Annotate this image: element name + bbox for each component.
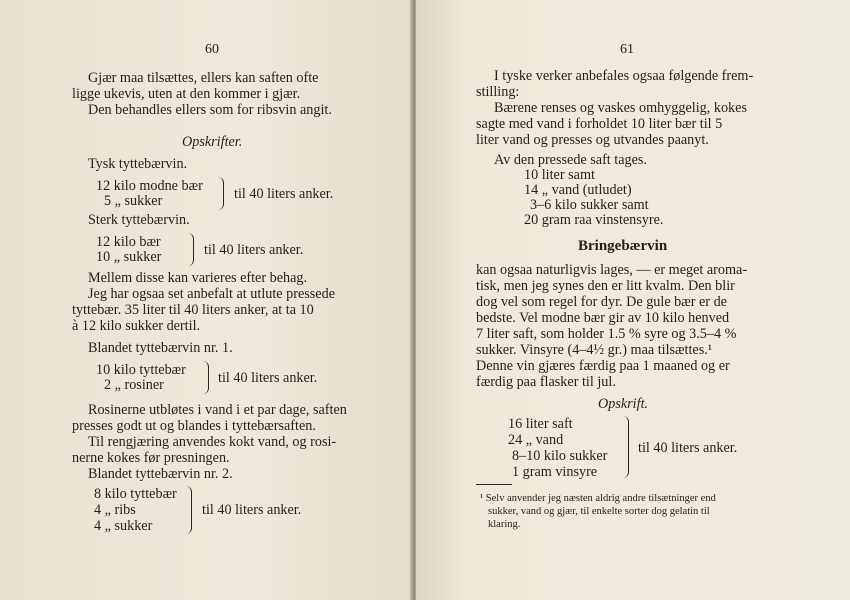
ingredient-line: 10 kilo tyttebær xyxy=(96,362,186,378)
text-line: kan ogsaa naturligvis lages, — er meget aroma- xyxy=(476,262,748,278)
ingredient-line: 12 kilo modne bær xyxy=(96,178,203,194)
page-number: 60 xyxy=(205,42,219,57)
text-line: Til rengjæring anvendes kokt vand, og rosi- xyxy=(88,434,337,450)
ingredient-line: 8 kilo tyttebær xyxy=(94,486,177,502)
text-line: Gjær maa tilsættes, ellers kan saften ofte xyxy=(88,70,319,86)
list-item: 3–6 kilo sukker samt xyxy=(530,197,649,213)
footnote-line: klaring. xyxy=(488,519,521,530)
text-line: Denne vin gjæres færdig paa 1 maaned og er xyxy=(476,358,730,374)
text-line: Rosinerne utbløtes i vand i et par dage, saften xyxy=(88,402,347,418)
text-line: bedste. Vel modne bær gir av 10 kilo henved xyxy=(476,310,730,326)
recipe-suffix: til 40 liters anker. xyxy=(218,370,318,386)
list-item: 10 liter samt xyxy=(524,167,595,183)
brace xyxy=(203,361,209,394)
ingredient-line: 2 „ rosiner xyxy=(104,377,164,393)
text-line: sukker. Vinsyre (4–4½ gr.) maa tilsættes.¹ xyxy=(476,342,713,358)
ingredient-line: 12 kilo bær xyxy=(96,234,161,250)
recipe-suffix: til 40 liters anker. xyxy=(234,186,334,202)
ingredient-line: 5 „ sukker xyxy=(104,193,163,209)
text-line: ligge ukevis, uten at den kommer i gjær. xyxy=(72,86,301,102)
ingredient-line: 4 „ ribs xyxy=(94,502,136,518)
text-line: tyttebær. 35 liter til 40 liters anker, at ta 10 xyxy=(72,302,314,318)
footnote-line: ¹ Selv anvender jeg næsten aldrig andre tilsætninger end xyxy=(480,493,716,504)
brace xyxy=(188,233,194,266)
page-number: 61 xyxy=(620,42,634,57)
text-line: liter vand og presses og utvandes paanyt. xyxy=(476,132,709,148)
right-page xyxy=(416,0,850,600)
text-line: Bærene renses og vaskes omhyggelig, kokes xyxy=(494,100,747,116)
recipe-title: Sterk tyttebærvin. xyxy=(88,212,190,228)
recipe-title: Blandet tyttebærvin nr. 1. xyxy=(88,340,233,356)
text-line: presses godt ut og blandes i tyttebærsaften. xyxy=(72,418,316,434)
section-heading: Opskrifter. xyxy=(182,134,243,150)
footnote-line: sukker, vand og gjær, til enkelte sorter dog gelatin til xyxy=(488,506,710,517)
text-line: stilling: xyxy=(476,84,520,100)
ingredient-line: 10 „ sukker xyxy=(96,249,162,265)
text-line: Mellem disse kan varieres efter behag. xyxy=(88,270,308,286)
text-line: nerne kokes før presningen. xyxy=(72,450,230,466)
text-line: I tyske verker anbefales ogsaa følgende frem- xyxy=(494,68,754,84)
ingredient-line: 4 „ sukker xyxy=(94,518,153,534)
text-line: Av den pressede saft tages. xyxy=(494,152,647,168)
left-page xyxy=(0,0,412,600)
text-line: Den behandles ellers som for ribsvin angit. xyxy=(88,102,332,118)
recipe-suffix: til 40 liters anker. xyxy=(638,440,738,456)
recipe-suffix: til 40 liters anker. xyxy=(204,242,304,258)
list-item: 14 „ vand (utludet) xyxy=(524,182,632,198)
ingredient-line: 1 gram vinsyre xyxy=(512,464,598,480)
text-line: Jeg har ogsaa set anbefalt at utlute pressede xyxy=(88,286,335,302)
text-line: tisk, men jeg synes den er litt kvalm. Den blir xyxy=(476,278,735,294)
recipe-title: Tysk tyttebærvin. xyxy=(88,156,188,172)
text-line: dog vel som regel for dyr. De gule bær er de xyxy=(476,294,727,310)
text-line: à 12 kilo sukker dertil. xyxy=(72,318,201,334)
sub-heading: Opskrift. xyxy=(598,396,649,412)
recipe-suffix: til 40 liters anker. xyxy=(202,502,302,518)
ingredient-line: 8–10 kilo sukker xyxy=(512,448,608,464)
recipe-title: Blandet tyttebærvin nr. 2. xyxy=(88,466,233,482)
brace xyxy=(622,416,629,478)
text-line: sagte med vand i forholdet 10 liter bær til 5 xyxy=(476,116,723,132)
list-item: 20 gram raa vinstensyre. xyxy=(524,212,664,228)
text-line: 7 liter saft, som holder 1.5 % syre og 3.5–4 % xyxy=(476,326,737,342)
ingredient-line: 16 liter saft xyxy=(508,416,573,432)
brace xyxy=(186,486,192,534)
text-line: færdig paa flasker til jul. xyxy=(476,374,616,390)
footnote-rule xyxy=(476,484,512,485)
brace xyxy=(218,177,224,210)
section-heading: Bringebærvin xyxy=(578,238,668,254)
ingredient-line: 24 „ vand xyxy=(508,432,564,448)
